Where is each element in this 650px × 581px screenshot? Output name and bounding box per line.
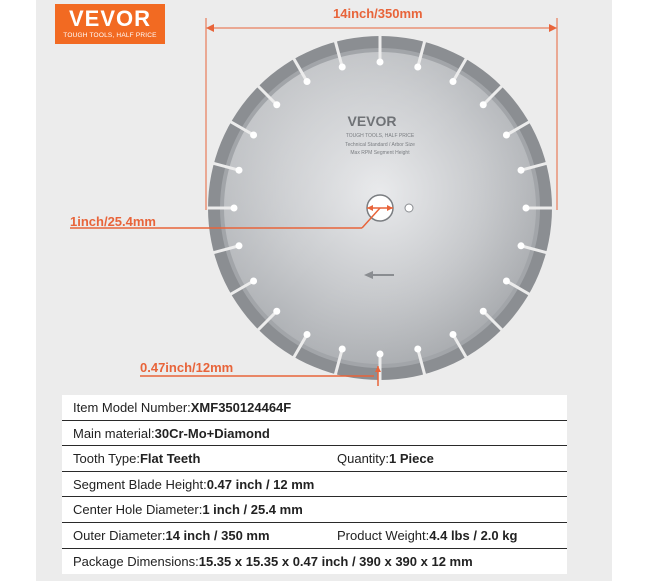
gullet-hole	[503, 278, 510, 285]
spec-value: 0.47 inch / 12 mm	[206, 476, 315, 492]
spec-key: Item Model Number:	[73, 400, 191, 415]
center-hole-label: 1inch/25.4mm	[70, 214, 156, 229]
spec-value: 14 inch / 350 mm	[165, 527, 270, 543]
gullet-hole	[304, 78, 311, 85]
spec-key: Outer Diameter:	[73, 527, 166, 543]
gullet-hole	[414, 346, 421, 353]
segment-height-label: 0.47inch/12mm	[140, 360, 234, 375]
spec-row	[62, 472, 567, 498]
brand-tagline: TOUGH TOOLS, HALF PRICE	[63, 32, 157, 39]
spec-row	[62, 395, 567, 421]
gullet-hole	[414, 63, 421, 70]
spec-value: 1 Piece	[389, 451, 434, 467]
pin-hole	[405, 204, 413, 212]
spec-key: Segment Blade Height:	[73, 476, 207, 492]
spec-value: Flat Teeth	[139, 451, 201, 467]
gullet-hole	[450, 331, 457, 338]
gullet-hole	[273, 101, 280, 108]
spec-row	[62, 523, 567, 549]
blade-stamp-line3: Max RPM Segment Height	[350, 150, 410, 156]
gullet-hole	[273, 308, 280, 315]
spec-key: Tooth Type:	[73, 451, 140, 467]
spec-key: Package Dimensions:	[73, 553, 199, 569]
outer-diameter-label: 14inch/350mm	[333, 6, 423, 21]
gullet-hole	[480, 308, 487, 315]
spec-value: 15.35 x 15.35 x 0.47 inch / 390 x 390 x 12 mm	[198, 553, 473, 569]
spec-key: Quantity:	[337, 451, 390, 467]
spec-value: 30Cr-Mo+Diamond	[154, 425, 270, 441]
gullet-hole	[235, 242, 242, 249]
gullet-hole	[377, 59, 384, 66]
gullet-hole	[339, 63, 346, 70]
gullet-hole	[339, 346, 346, 353]
gullet-hole	[518, 167, 525, 174]
blade-stamp-brand: VEVOR	[347, 113, 397, 129]
spec-second-cell	[337, 523, 517, 549]
gullet-hole	[518, 242, 525, 249]
spec-table	[62, 395, 567, 574]
blade-stamp-line2: Technical Standard / Arbor Size	[345, 142, 415, 148]
gullet-hole	[304, 331, 311, 338]
gullet-hole	[377, 351, 384, 358]
spec-row	[62, 549, 567, 575]
brand-name: VEVOR	[68, 6, 152, 31]
spec-second-cell	[337, 446, 434, 472]
gullet-hole	[450, 78, 457, 85]
spec-value: 4.4 lbs / 2.0 kg	[429, 527, 518, 543]
blade-stamp-line1: TOUGH TOOLS, HALF PRICE	[345, 133, 415, 139]
gullet-hole	[523, 205, 530, 212]
gullet-hole	[503, 132, 510, 139]
spec-value: 1 inch / 25.4 mm	[202, 502, 303, 518]
spec-key: Product Weight:	[337, 527, 430, 543]
gullet-hole	[250, 278, 257, 285]
spec-key: Center Hole Diameter:	[73, 502, 203, 518]
gullet-hole	[480, 101, 487, 108]
spec-value: XMF350124464F	[190, 400, 292, 415]
spec-key: Main material:	[73, 425, 155, 441]
gullet-hole	[235, 167, 242, 174]
gullet-hole	[250, 132, 257, 139]
spec-row	[62, 421, 567, 447]
spec-row	[62, 446, 567, 472]
gullet-hole	[231, 205, 238, 212]
spec-row	[62, 497, 567, 523]
